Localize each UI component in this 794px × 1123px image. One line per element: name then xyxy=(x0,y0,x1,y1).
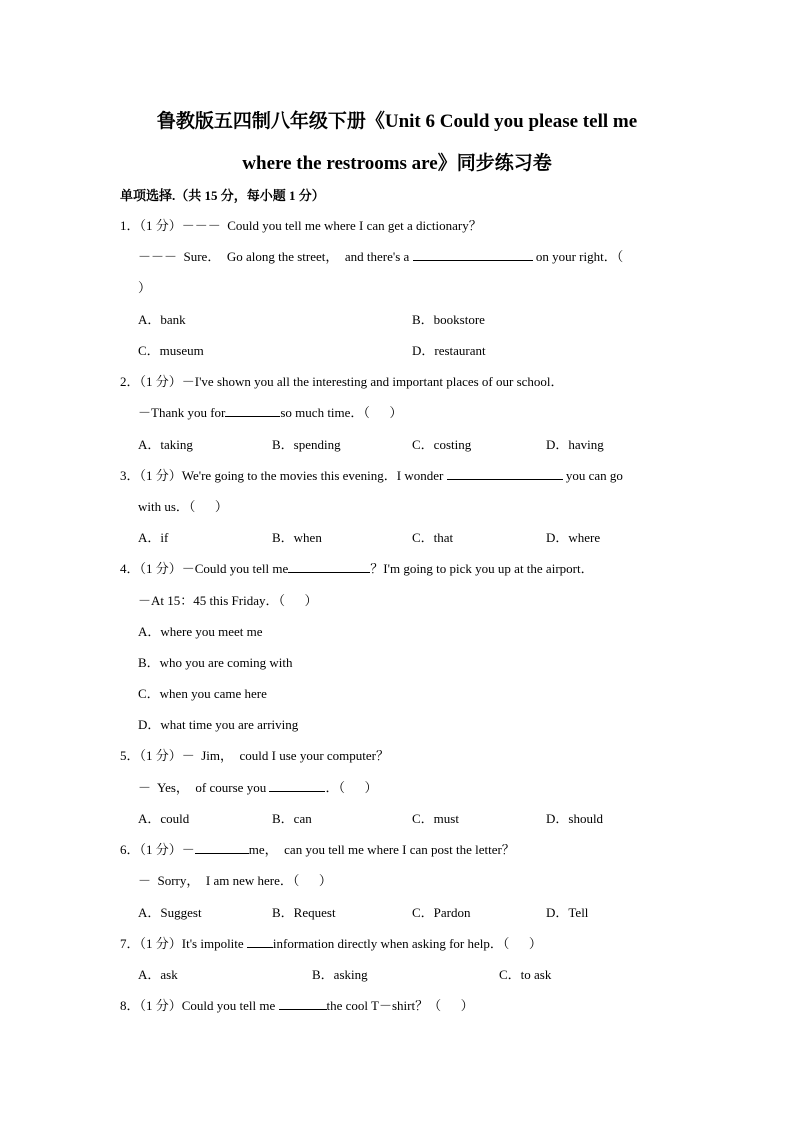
question-5-option-d[interactable]: D．should xyxy=(546,811,604,826)
question-7-option-c[interactable]: C．to ask xyxy=(499,967,552,982)
page-title-line-2: where the restrooms are》同步练习卷 xyxy=(242,153,552,174)
question-3-option-d[interactable]: D．where xyxy=(546,530,601,545)
question-1-option-c[interactable]: C．museum xyxy=(138,343,204,358)
question-5-option-a[interactable]: A．could xyxy=(138,811,190,826)
question-2-stem: 2．（1 分）－I've shown you all the interesting and important places of our school． xyxy=(120,374,564,389)
question-6-dialogue: － Sorry， I am new here．（ ） xyxy=(138,873,332,888)
question-4-dialogue: －At 15：45 this Friday．（ ） xyxy=(138,593,318,608)
answer-blank[interactable] xyxy=(413,248,533,261)
question-2-option-b[interactable]: B．spending xyxy=(272,437,341,452)
question-1-option-a[interactable]: A．bank xyxy=(138,312,186,327)
answer-blank[interactable] xyxy=(247,935,273,948)
question-8-stem: 8．（1 分）Could you tell me the cool T－shirt？（ ） xyxy=(120,998,474,1013)
question-6-option-a[interactable]: A．Suggest xyxy=(138,905,202,920)
question-2-option-a[interactable]: A．taking xyxy=(138,437,193,452)
question-7-option-a[interactable]: A．ask xyxy=(138,967,178,982)
question-5-dialogue: － Yes， of course you ．（ ） xyxy=(138,780,378,795)
answer-blank[interactable] xyxy=(225,404,280,417)
question-4-stem: 4．（1 分）－Could you tell me ？I'm going to pick you up at the airport． xyxy=(120,561,594,576)
question-7-option-b[interactable]: B．asking xyxy=(312,967,368,982)
question-3-stem-cont: with us．（ ） xyxy=(138,499,228,514)
question-5-stem: 5．（1 分）－ Jim， could I use your computer？ xyxy=(120,748,389,763)
question-4-option-a[interactable]: A．where you meet me xyxy=(138,624,263,639)
answer-blank[interactable] xyxy=(269,779,325,792)
answer-blank[interactable] xyxy=(288,560,370,573)
question-5-option-c[interactable]: C．must xyxy=(412,811,459,826)
question-2-dialogue: －Thank you for so much time．（ ） xyxy=(138,405,403,420)
question-7-stem: 7．（1 分）It's impolite information directly when asking for help．（ ） xyxy=(120,936,542,951)
question-3-option-a[interactable]: A．if xyxy=(138,530,169,545)
question-6-stem: 6．（1 分）－ me， can you tell me where I can post the letter？ xyxy=(120,842,515,857)
question-3-stem: 3．（1 分）We're going to the movies this evening．I wonder you can go xyxy=(120,468,623,483)
question-1-stem: 1．（1 分）－－－ Could you tell me where I can get a dictionary？ xyxy=(120,218,482,233)
question-4-option-b[interactable]: B．who you are coming with xyxy=(138,655,293,670)
question-6-option-c[interactable]: C．Pardon xyxy=(412,905,471,920)
question-4-option-d[interactable]: D．what time you are arriving xyxy=(138,717,299,732)
question-2-option-c[interactable]: C．costing xyxy=(412,437,472,452)
question-3-option-b[interactable]: B．when xyxy=(272,530,322,545)
question-1-option-b[interactable]: B．bookstore xyxy=(412,312,485,327)
question-6-option-d[interactable]: D．Tell xyxy=(546,905,589,920)
question-1-paren-close: ） xyxy=(138,280,152,295)
section-heading: 单项选择.（共 15 分，每小题 1 分） xyxy=(120,188,325,203)
question-5-option-b[interactable]: B．can xyxy=(272,811,312,826)
question-3-option-c[interactable]: C．that xyxy=(412,530,454,545)
question-4-option-c[interactable]: C．when you came here xyxy=(138,686,267,701)
answer-blank[interactable] xyxy=(195,841,249,854)
question-1-option-d[interactable]: D．restaurant xyxy=(412,343,486,358)
question-1-dialogue: －－－ Sure． Go along the street， and there's a on your right．（ xyxy=(138,249,624,264)
answer-blank[interactable] xyxy=(279,997,327,1010)
answer-blank[interactable] xyxy=(447,467,563,480)
page-title-line-1: 鲁教版五四制八年级下册《Unit 6 Could you please tell me xyxy=(156,111,638,132)
question-2-option-d[interactable]: D．having xyxy=(546,437,604,452)
question-6-option-b[interactable]: B．Request xyxy=(272,905,336,920)
